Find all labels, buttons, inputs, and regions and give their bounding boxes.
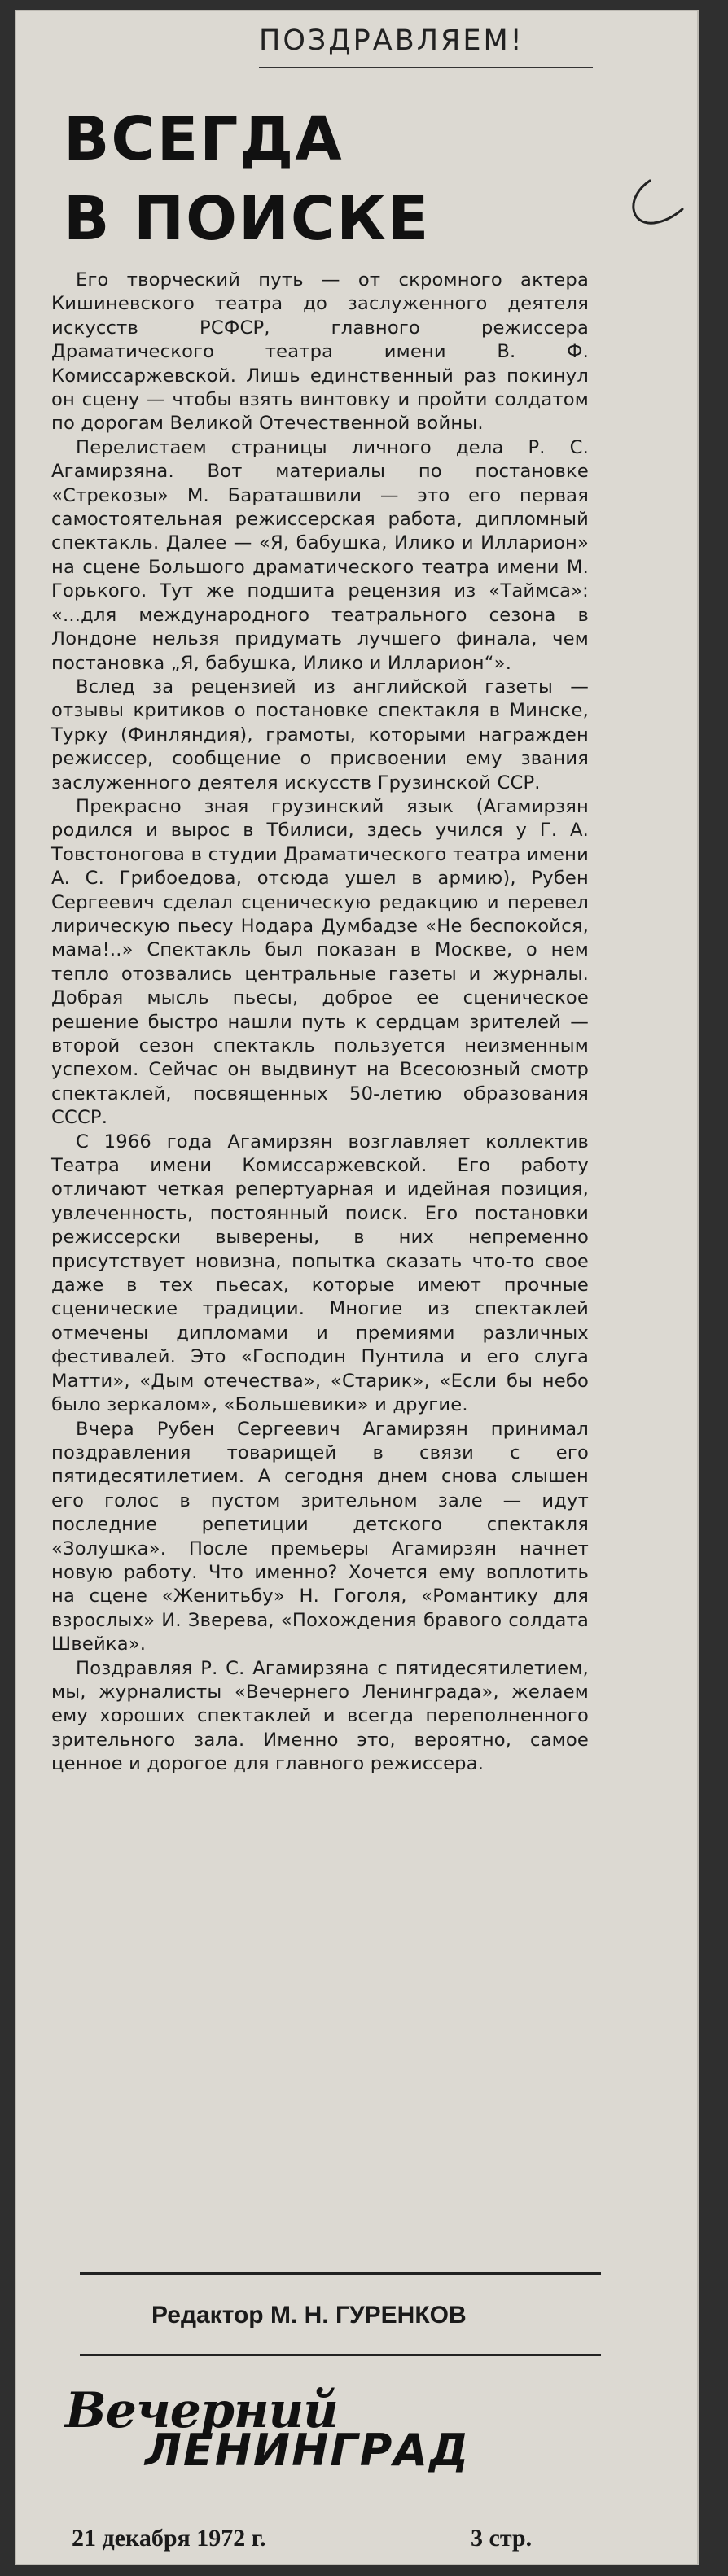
- issue-date: 21 декабря 1972 г.: [72, 2525, 266, 2552]
- headline-line-2: В ПОИСКЕ: [64, 184, 431, 254]
- rubric: ПОЗДРАВЛЯЕМ!: [259, 24, 524, 57]
- page-number: 3 стр.: [471, 2525, 533, 2552]
- paragraph-2: Перелистаем страницы личного дела Р. С. Агамирзяна. Вот материалы по постановке «Стрекозы» М. Бараташвили — это его первая самостоятельная режиссерская работа, дипломный спектакль. Далее — «Я, бабушка, Илико и Илларион» на сцене Большого драматического театра имени М. Горького. Тут же подшита рецензия из «Таймса»: «...для международного театрального сезона в Лондоне нельзя придумать лучшего финала, чем постановка „Я, бабушка, Илико и Илларион“».: [51, 436, 589, 674]
- rubric-underline: [259, 67, 593, 68]
- headline: [64, 99, 430, 259]
- article-body: [51, 269, 589, 1777]
- headline-line-1: ВСЕГДА: [64, 104, 344, 174]
- paragraph-1: Его творческий путь — от скромного актера Кишиневского театра до заслуженного деятеля искусств РСФСР, главного режиссера Драматического театра имени В. Ф. Комиссаржевской. Лишь единственный раз покинул он сцену — чтобы взять винтовку и пройти солдатом по дорогам Великой Отечественной войны.: [51, 269, 589, 435]
- newspaper-logo: [64, 2382, 585, 2480]
- paragraph-6: Вчера Рубен Сергеевич Агамирзян принимал поздравления товарищей в связи с его пятидесятилетием. А сегодня днем снова слышен его голос в пустом зрительном зале — идут последние репетиции детского спектакля «Золушка». После премьеры Агамирзян начнет новую работу. Что именно? Хочется ему воплотить на сцене «Женитьбу» Н. Гоголя, «Романтику для взрослых» И. Зверева, «Похождения бравого солдата Швейка».: [51, 1418, 589, 1655]
- divider-bottom: [80, 2354, 601, 2356]
- pen-checkmark-icon: [617, 173, 699, 238]
- logo-script: Вечерний: [65, 2382, 338, 2439]
- paragraph-3: Вслед за рецензией из английской газеты — отзывы критиков о постановке спектакля в Минске, Турку (Финляндия), грамоты, которыми награжден режиссер, сообщение о присвоении ему звания заслуженного деятеля искусств Грузинской ССР.: [51, 676, 589, 794]
- paragraph-4: Прекрасно зная грузинский язык (Агамирзян родился и вырос в Тбилиси, здесь учился у Г. А. Товстоногова в студии Драматического театра имени А. С. Грибоедова, отсюда ушел в армию), Рубен Сергеевич сделал сценическую редакцию и перевел лирическую пьесу Нодара Думбадзе «Не беспокойся, мама!..» Спектакль был показан в Москве, о нем тепло отозвались центральные газеты и журналы. Добрая мысль пьесы, доброе ее сценическое решение быстро нашли путь к сердцам зрителей — второй сезон спектакль пользуется неизменным успехом. Сейчас он выдвинут на Всесоюзный смотр спектаклей, посвященных 50-летию образования СССР.: [51, 795, 589, 1129]
- logo-main: ЛЕНИНГРАД: [145, 2425, 471, 2476]
- paragraph-7: Поздравляя Р. С. Агамирзяна с пятидесятилетием, мы, журналисты «Вечернего Ленинграда», желаем ему хороших спектаклей и всегда переполненного зрительного зала. Именно это, вероятно, самое ценное и дорогое для главного режиссера.: [51, 1657, 589, 1775]
- paragraph-5: С 1966 года Агамирзян возглавляет коллектив Театра имени Комиссаржевской. Его работу отличают четкая репертуарная и идейная позиция, увлеченность, постоянный поиск. Его постановки режиссерски выверены, в них непременно присутствует новизна, попытка сказать что-то свое даже в тех пьесах, которые имеют прочные сценические традиции. Многие из спектаклей отмечены дипломами и премиями различных фестивалей. Это «Господин Пунтила и его слуга Матти», «Дым отечества», «Старик», «Если бы небо было зеркалом», «Большевики» и другие.: [51, 1131, 589, 1416]
- newspaper-clipping: [15, 10, 699, 2565]
- divider-top: [80, 2272, 601, 2275]
- editor-credit: Редактор М. Н. ГУРЕНКОВ: [151, 2302, 467, 2329]
